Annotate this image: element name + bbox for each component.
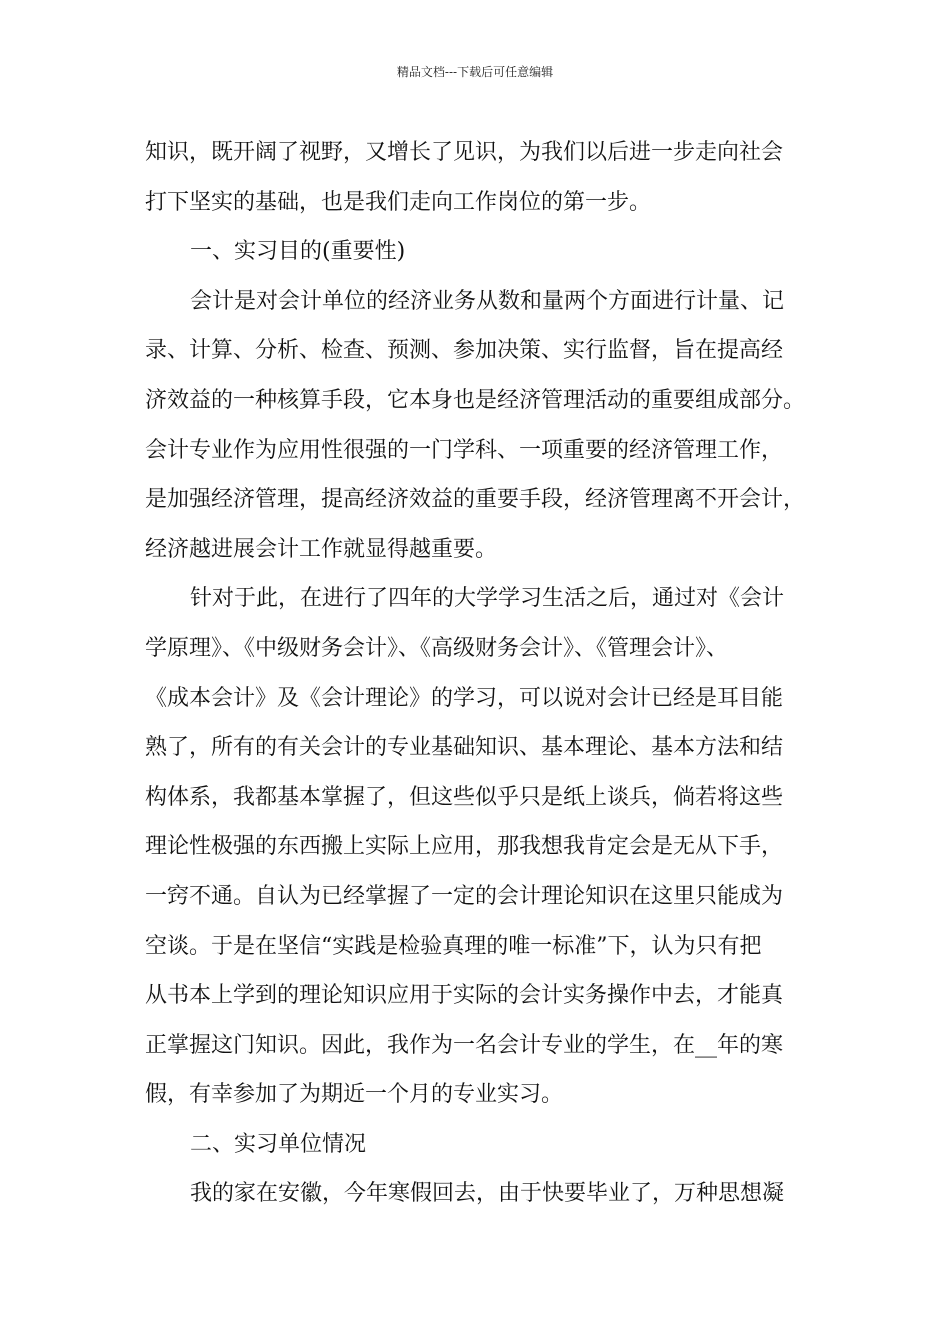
text-line: 会计专业作为应用性很强的一门学科、一项重要的经济管理工作， xyxy=(145,437,784,463)
text-line: 假，有幸参加了为期近一个月的专业实习。 xyxy=(145,1082,564,1108)
text-line: 录、计算、分析、检查、预测、参加决策、实行监督，旨在提高经 xyxy=(145,338,784,364)
text-line: 理论性极强的东西搬上实际上应用，那我想我肯定会是无从下手， xyxy=(145,834,784,860)
text-line: 是加强经济管理，提高经济效益的重要手段，经济管理离不开会计， xyxy=(145,487,806,513)
text-line: 构体系，我都基本掌握了，但这些似乎只是纸上谈兵，倘若将这些 xyxy=(145,784,784,810)
text-line: 《成本会计》及《会计理论》的学习，可以说对会计已经是耳目能 xyxy=(145,685,784,711)
text-line: 知识，既开阔了视野，又增长了见识，为我们以后进一步走向社会 xyxy=(145,140,784,165)
text-line: 会计是对会计单位的经济业务从数和量两个方面进行计量、记 xyxy=(190,288,785,314)
text-line: 学原理》、《中级财务会计》、《高级财务会计》、《管理会计》、 xyxy=(145,635,729,661)
text-line: 正掌握这门知识。因此，我作为一名会计专业的学生，在__年的寒 xyxy=(145,1032,784,1058)
text-line: 济效益的一种核算手段，它本身也是经济管理活动的重要组成部分。 xyxy=(145,387,806,413)
text-line: 打下坚实的基础，也是我们走向工作岗位的第一步。 xyxy=(145,189,652,215)
text-line: 空谈。于是在坚信“实践是检验真理的唯一标准”下，认为只有把 xyxy=(145,933,762,959)
section-heading: 一、实习目的(重要性) xyxy=(190,239,406,265)
section-heading: 二、实习单位情况 xyxy=(190,1131,367,1157)
text-line: 经济越进展会计工作就显得越重要。 xyxy=(145,536,498,562)
text-line: 熟了，所有的有关会计的专业基础知识、基本理论、基本方法和结 xyxy=(145,735,784,761)
text-line: 一窍不通。自认为已经掌握了一定的会计理论知识在这里只能成为 xyxy=(145,883,784,909)
text-line: 针对于此，在进行了四年的大学学习生活之后，通过对《会计 xyxy=(190,586,785,612)
body-text xyxy=(145,128,825,1219)
page-header: 精品文档---下载后可任意编辑 xyxy=(396,65,554,79)
text-line: 我的家在安徽，今年寒假回去，由于快要毕业了，万种思想凝 xyxy=(190,1181,785,1207)
text-line: 从书本上学到的理论知识应用于实际的会计实务操作中去，才能真 xyxy=(145,983,784,1009)
